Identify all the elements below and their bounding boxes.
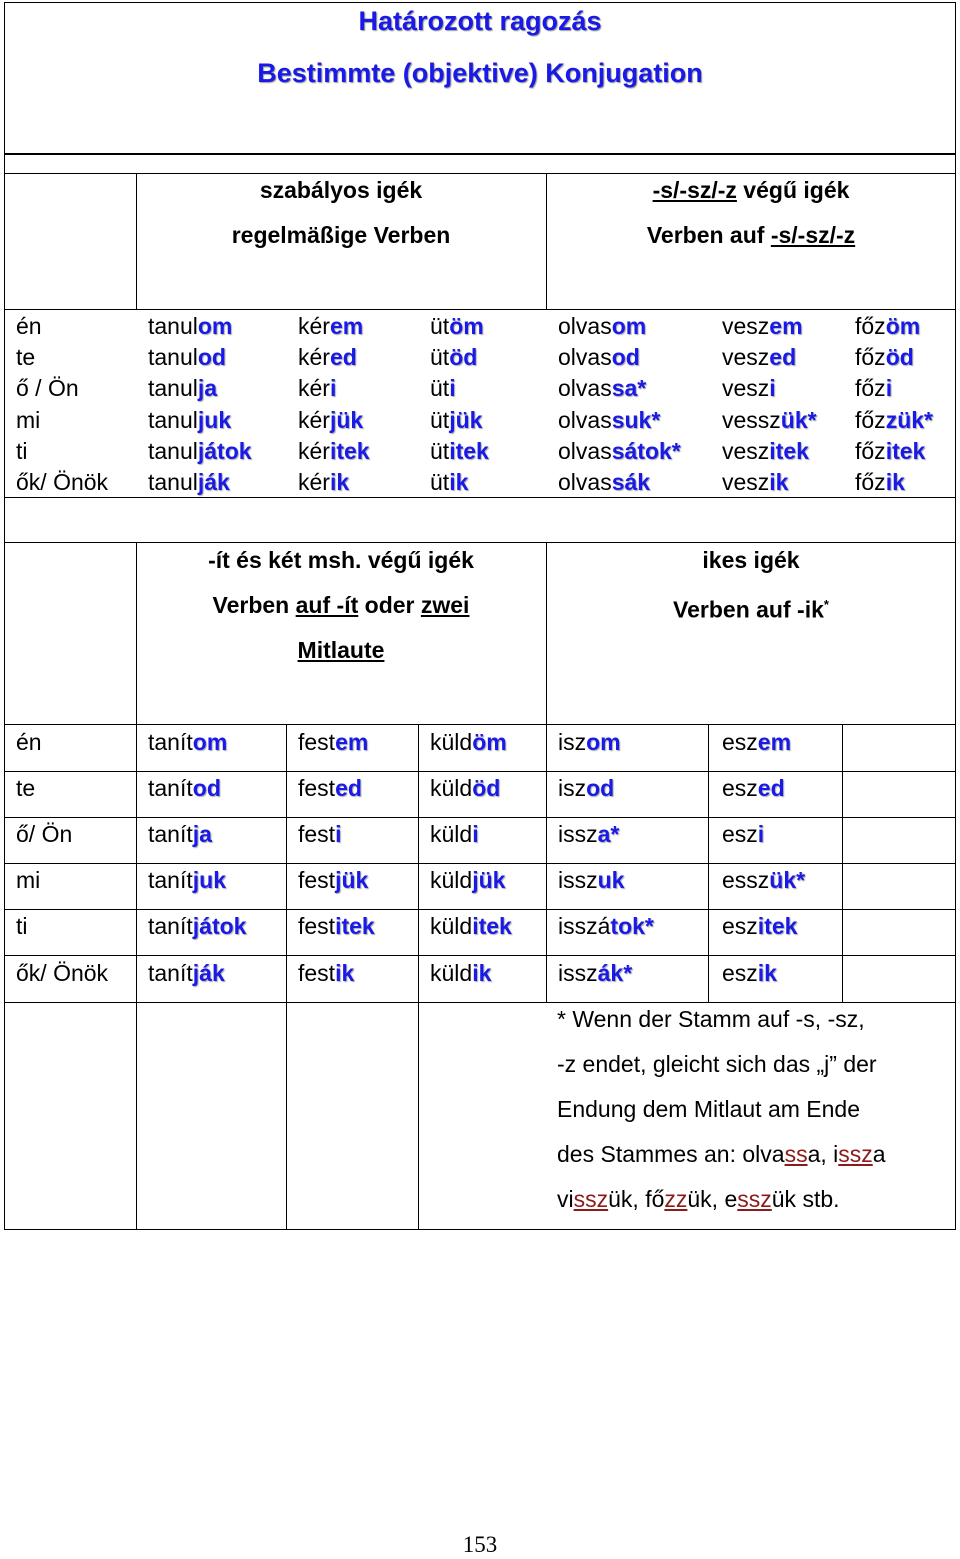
verb-stem: vesz (722, 469, 770, 495)
verb-ending: játok (192, 913, 247, 939)
verb-stem: üt (430, 438, 450, 464)
verb-ending: em (329, 313, 364, 339)
verb-ending: ik (769, 469, 789, 495)
verb-stem: főz (855, 375, 886, 401)
verb-form (148, 373, 217, 403)
pronoun: te (16, 344, 36, 370)
verb-form (558, 958, 632, 988)
verb-ending: itek (472, 913, 512, 939)
verb-form (430, 911, 512, 941)
verb-stem: kér (298, 438, 330, 464)
verb-stem: olvas (558, 407, 612, 433)
verb-ending: juk (197, 407, 232, 433)
verb-form (148, 865, 226, 895)
verb-ending: om (192, 729, 228, 755)
verb-ending: uk (597, 867, 625, 893)
verb-ending: zük* (885, 407, 933, 433)
verb-stem: tanít (148, 775, 193, 801)
pronoun: ő/ Ön (16, 821, 73, 847)
header-it-two-consonant-verbs: -ít és két msh. végű igék Verben auf -ít oder zwei Mitlaute (208, 547, 474, 663)
verb-form (430, 958, 491, 988)
verb-form (855, 436, 925, 466)
verb-ending: sa* (611, 375, 647, 401)
verb-form (298, 727, 368, 757)
verb-ending: jük (329, 407, 364, 433)
verb-ending: em (757, 729, 792, 755)
pronoun: ti (16, 438, 28, 464)
verb-stem: vesz (722, 375, 770, 401)
pronoun: mi (16, 407, 41, 433)
verb-form (722, 727, 791, 757)
verb-form (855, 342, 914, 372)
page-number: 153 (462, 1532, 498, 1557)
verb-form (722, 436, 809, 466)
verb-form (298, 958, 354, 988)
verb-form (148, 773, 221, 803)
verb-form (558, 773, 614, 803)
verb-ending: ik (885, 469, 905, 495)
verb-ending: ják (192, 960, 225, 986)
verb-stem: essz (722, 867, 770, 893)
verb-stem: fest (298, 775, 336, 801)
verb-ending: ük* (769, 867, 806, 893)
verb-ending: ja (197, 375, 218, 401)
verb-stem: olvas (558, 344, 612, 370)
verb-stem: vesz (722, 438, 770, 464)
verb-form (298, 342, 357, 372)
verb-stem: esz (722, 775, 758, 801)
verb-form (722, 773, 785, 803)
verb-stem: fest (298, 913, 336, 939)
verb-ending: ik (472, 960, 492, 986)
verb-form (722, 819, 764, 849)
verb-ending: i (757, 821, 765, 847)
verb-form (722, 865, 805, 895)
verb-stem: tanul (148, 313, 198, 339)
verb-stem: vessz (722, 407, 781, 433)
verb-form (855, 405, 933, 435)
verb-ending: ed (769, 344, 797, 370)
verb-stem: üt (430, 469, 450, 495)
verb-stem: küld (430, 775, 473, 801)
verb-stem: fest (298, 867, 336, 893)
verb-stem: fest (298, 960, 336, 986)
verb-stem: küld (430, 821, 473, 847)
verb-stem: tanul (148, 438, 198, 464)
verb-stem: küld (430, 867, 473, 893)
verb-ending: itek (769, 438, 809, 464)
verb-form (558, 819, 619, 849)
verb-ending: i (769, 375, 776, 401)
verb-stem: isz (558, 775, 587, 801)
verb-stem: üt (430, 407, 450, 433)
verb-ending: od (586, 775, 615, 801)
verb-stem: küld (430, 729, 473, 755)
title-german: Bestimmte (objektive) Konjugation (257, 58, 703, 88)
pronoun: te (16, 775, 36, 801)
verb-stem: esz (722, 960, 758, 986)
verb-ending: tok* (610, 913, 654, 939)
verb-ending: öd (885, 344, 914, 370)
verb-form (722, 467, 788, 497)
verb-form (148, 436, 252, 466)
verb-ending: i (472, 821, 479, 847)
verb-ending: ik (329, 469, 350, 495)
verb-ending: öd (472, 775, 501, 801)
verb-ending: itek (449, 438, 489, 464)
verb-stem: tanít (148, 960, 193, 986)
verb-stem: kér (298, 344, 330, 370)
pronoun: ő / Ön (16, 375, 79, 401)
verb-ending: a* (597, 821, 620, 847)
verb-stem: főz (855, 438, 886, 464)
verb-form (298, 373, 336, 403)
verb-ending: em (769, 313, 803, 339)
verb-form (855, 467, 905, 497)
verb-ending: itek (329, 438, 370, 464)
verb-form (558, 727, 621, 757)
verb-ending: om (586, 729, 621, 755)
verb-form (148, 311, 232, 341)
verb-ending: om (197, 313, 233, 339)
verb-stem: kér (298, 407, 330, 433)
verb-form (558, 865, 624, 895)
verb-stem: issz (558, 960, 598, 986)
verb-form (148, 727, 227, 757)
verb-ending: itek (885, 438, 926, 464)
header-s-sz-z-verbs: -s/-sz/-z végű igék Verben auf -s/-sz/-z (646, 177, 856, 248)
pronoun: én (16, 729, 42, 755)
verb-ending: sátok* (611, 438, 681, 464)
verb-stem: fest (298, 821, 336, 847)
verb-stem: vesz (722, 344, 770, 370)
verb-form (148, 958, 225, 988)
header-ik-verbs: ikes igék Verben auf -ik* (673, 547, 829, 623)
verb-stem: olvas (558, 375, 612, 401)
verb-form (722, 405, 817, 435)
verb-ending: ük* (780, 407, 817, 433)
verb-form (148, 819, 212, 849)
verb-ending: ja (192, 821, 212, 847)
verb-ending: ed (335, 775, 362, 801)
verb-form (430, 342, 477, 372)
pronoun: mi (16, 867, 41, 893)
verb-ending: om (611, 313, 647, 339)
verb-form (298, 865, 368, 895)
verb-stem: üt (430, 375, 450, 401)
verb-stem: tanul (148, 469, 198, 495)
verb-ending: od (197, 344, 226, 370)
verb-ending: od (611, 344, 640, 370)
verb-stem: küld (430, 960, 473, 986)
verb-form (722, 911, 797, 941)
verb-ending: ik (757, 960, 777, 986)
verb-stem: főz (855, 407, 886, 433)
verb-ending: öm (472, 729, 507, 755)
verb-ending: játok (197, 438, 252, 464)
verb-stem: fest (298, 729, 336, 755)
verb-form (148, 467, 230, 497)
header-regular-verbs: szabályos igék regelmäßige Verben (231, 177, 451, 248)
verb-stem: kér (298, 375, 330, 401)
verb-stem: olvas (558, 313, 612, 339)
verb-form (298, 405, 363, 435)
verb-ending: od (192, 775, 221, 801)
verb-form (558, 311, 646, 341)
verb-stem: kér (298, 313, 330, 339)
verb-ending: ák* (597, 960, 633, 986)
verb-stem: issz (558, 821, 598, 847)
pronoun: ők/ Önök (16, 960, 109, 986)
verb-form (855, 311, 920, 341)
verb-stem: olvas (558, 438, 612, 464)
verb-form (148, 911, 246, 941)
verb-form (298, 819, 341, 849)
verb-ending: i (329, 375, 337, 401)
verb-ending: jük (449, 407, 483, 433)
verb-stem: főz (855, 469, 886, 495)
verb-form (558, 373, 646, 403)
verb-stem: esz (722, 729, 758, 755)
verb-form (148, 405, 231, 435)
verb-stem: kér (298, 469, 330, 495)
verb-form (430, 405, 482, 435)
verb-ending: ják (197, 469, 230, 495)
verb-ending: ed (329, 344, 357, 370)
verb-form (430, 311, 484, 341)
verb-stem: tanít (148, 821, 193, 847)
verb-ending: ik (449, 469, 469, 495)
verb-ending: öm (449, 313, 484, 339)
verb-form (558, 405, 660, 435)
verb-ending: i (335, 821, 342, 847)
verb-stem: esz (722, 821, 758, 847)
verb-stem: issz (558, 867, 598, 893)
verb-form (430, 467, 468, 497)
verb-form (298, 911, 375, 941)
verb-stem: főz (855, 313, 886, 339)
verb-form (298, 467, 349, 497)
verb-stem: olvas (558, 469, 612, 495)
verb-ending: jük (472, 867, 506, 893)
verb-form (430, 865, 505, 895)
verb-stem: tanul (148, 344, 198, 370)
verb-form (722, 342, 796, 372)
verb-ending: ed (757, 775, 785, 801)
pronoun: ők/ Önök (16, 469, 109, 495)
verb-stem: tanul (148, 407, 198, 433)
verb-form (558, 342, 640, 372)
verb-form (430, 373, 456, 403)
verb-stem: vesz (722, 313, 770, 339)
title-hungarian: Határozott ragozás (358, 6, 602, 36)
verb-ending: i (449, 375, 456, 401)
verb-stem: főz (855, 344, 886, 370)
verb-form (855, 373, 892, 403)
verb-form (430, 819, 479, 849)
verb-ending: i (885, 375, 893, 401)
verb-ending: öd (449, 344, 478, 370)
verb-form (722, 958, 777, 988)
verb-form (558, 436, 681, 466)
verb-stem: üt (430, 344, 450, 370)
verb-form (430, 436, 489, 466)
verb-form (722, 373, 776, 403)
verb-ending: itek (757, 913, 798, 939)
verb-stem: isz (558, 729, 587, 755)
verb-form (298, 773, 362, 803)
verb-stem: tanít (148, 729, 193, 755)
verb-form (298, 311, 363, 341)
verb-form (558, 911, 654, 941)
verb-stem: üt (430, 313, 450, 339)
verb-stem: isszá (558, 913, 611, 939)
verb-form (722, 311, 803, 341)
verb-ending: suk* (611, 407, 661, 433)
verb-ending: ik (335, 960, 355, 986)
verb-form (298, 436, 370, 466)
verb-stem: tanít (148, 913, 193, 939)
verb-stem: esz (722, 913, 758, 939)
verb-ending: jük (335, 867, 369, 893)
verb-stem: tanul (148, 375, 198, 401)
verb-stem: küld (430, 913, 473, 939)
verb-ending: öm (885, 313, 921, 339)
pronoun: ti (16, 913, 28, 939)
verb-ending: sák (611, 469, 651, 495)
verb-ending: itek (335, 913, 375, 939)
pronoun: én (16, 313, 42, 339)
verb-ending: juk (192, 867, 226, 893)
verb-form (430, 727, 507, 757)
verb-form (430, 773, 500, 803)
verb-stem: tanít (148, 867, 193, 893)
verb-form (558, 467, 650, 497)
verb-form (148, 342, 226, 372)
verb-ending: em (335, 729, 369, 755)
